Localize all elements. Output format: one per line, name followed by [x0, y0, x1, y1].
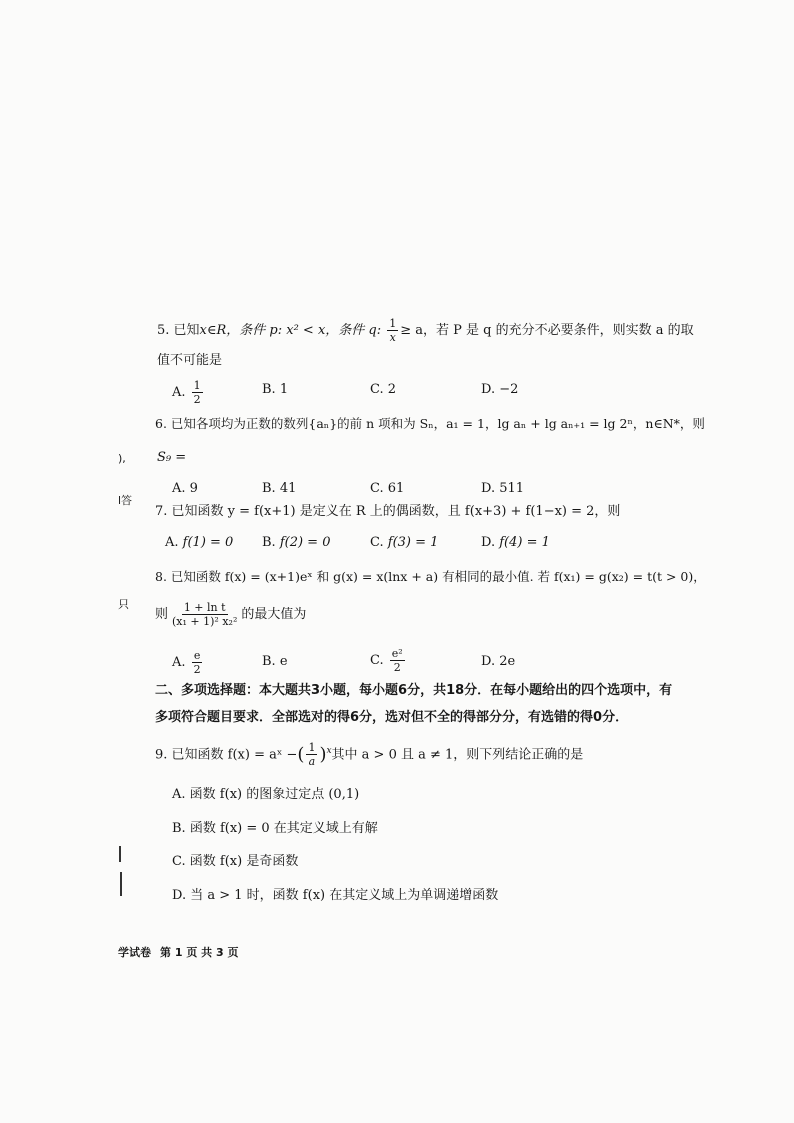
q9-left-paren: ( [297, 743, 305, 765]
margin-mark-1 [119, 846, 121, 862]
footer-page-number: 第 1 页 共 3 页 [160, 946, 239, 959]
q7-option-a: A. f(1) = 0 [165, 535, 234, 550]
q5-option-a: A. $\frac{1}{2}$ [172, 379, 201, 406]
q9-option-c: C. 函数 f(x) 是奇函数 [172, 854, 299, 869]
q6-option-d: D. 511 [481, 481, 525, 496]
margin-fragment-2: l答 [118, 494, 133, 507]
q7-option-b: B. f(2) = 0 [262, 535, 331, 550]
q5-fraction: $\frac{1}{x}$ [389, 317, 397, 344]
q5-option-b: B. 1 [262, 382, 289, 397]
section2-line2: 多项符合题目要求．全部选对的得6分，选对但不全的得部分分，有选错的得0分． [155, 710, 629, 725]
q9-option-b: B. 函数 f(x) = 0 在其定义域上有解 [172, 821, 378, 836]
margin-fragment-3: 只 [118, 598, 129, 611]
margin-fragment-1: ), [118, 452, 126, 465]
q7-option-c: C. f(3) = 1 [370, 535, 439, 550]
q8-option-c-fraction: $\frac{\text{e²}}{2}$ [391, 647, 403, 674]
q9-line1: 9. 已知函数 f(x) = aˣ −( $\frac{1}{a}$ )$^x$其中 a > 0 且 a ≠ 1，则下列结论正确的是 [155, 741, 584, 769]
footer-left: 学试卷 [118, 946, 151, 959]
q6-line1: 6. 已知各项均为正数的数列{aₙ}的前 n 项和为 Sₙ，a₁ = 1，lg aₙ + lg aₙ₊₁ = lg 2ⁿ，n∈N*，则 [155, 416, 705, 431]
q9-option-a: A. 函数 f(x) 的图象过定点 (0,1) [172, 787, 360, 802]
q5-option-d: D. −2 [481, 382, 519, 397]
q9-right-paren: ) [319, 743, 327, 765]
section2-line1: 二、多项选择题：本大题共3小题，每小题6分，共18分．在每小题给出的四个选项中，有 [155, 683, 673, 698]
q5-option-c: C. 2 [370, 382, 397, 397]
q8-option-b: B. e [262, 654, 288, 669]
q9-fraction: $\frac{1}{a}$ [308, 741, 316, 769]
q8-option-d: D. 2e [481, 654, 516, 669]
margin-mark-2 [120, 872, 122, 896]
q8-option-c: C. $\frac{\text{e²}}{2}$ [370, 647, 403, 674]
q5-option-a-fraction: $\frac{1}{2}$ [193, 379, 201, 406]
q6-line2: S₉ = [157, 450, 187, 465]
q7-line1: 7. 已知函数 y = f(x+1) 是定义在 R 上的偶函数，且 f(x+3) + f(1−x) = 2，则 [155, 504, 621, 519]
q9-option-d: D. 当 a > 1 时，函数 f(x) 在其定义域上为单调递增函数 [172, 888, 499, 903]
q8-fraction: $\frac{\text{1 + ln t}}{\text{(x₁ + 1)² x₂²}}$ [172, 601, 238, 628]
q8-line2: 则 $\frac{\text{1 + ln t}}{\text{(x₁ + 1)² x₂²}}$ 的最大值为 [155, 601, 307, 628]
q8-line1: 8. 已知函数 f(x) = (x+1)eˣ 和 g(x) = x(lnx + a) 有相同的最小值. 若 f(x₁) = g(x₂) = t(t > 0)， [155, 569, 706, 584]
q6-option-a: A. 9 [172, 481, 198, 496]
q5-line2: 值不可能是 [157, 353, 223, 368]
q7-option-d: D. f(4) = 1 [481, 535, 550, 550]
q5-line1: 5. 已知x∈R，条件 p: x² < x，条件 q: $\frac{1}{x}$ ≥ a，若 P 是 q 的充分不必要条件，则实数 a 的取 [157, 317, 694, 344]
q6-option-b: B. 41 [262, 481, 297, 496]
q8-option-a-fraction: $\frac{e}{2}$ [193, 649, 201, 676]
q6-option-c: C. 61 [370, 481, 405, 496]
q8-option-a: A. $\frac{e}{2}$ [172, 649, 201, 676]
